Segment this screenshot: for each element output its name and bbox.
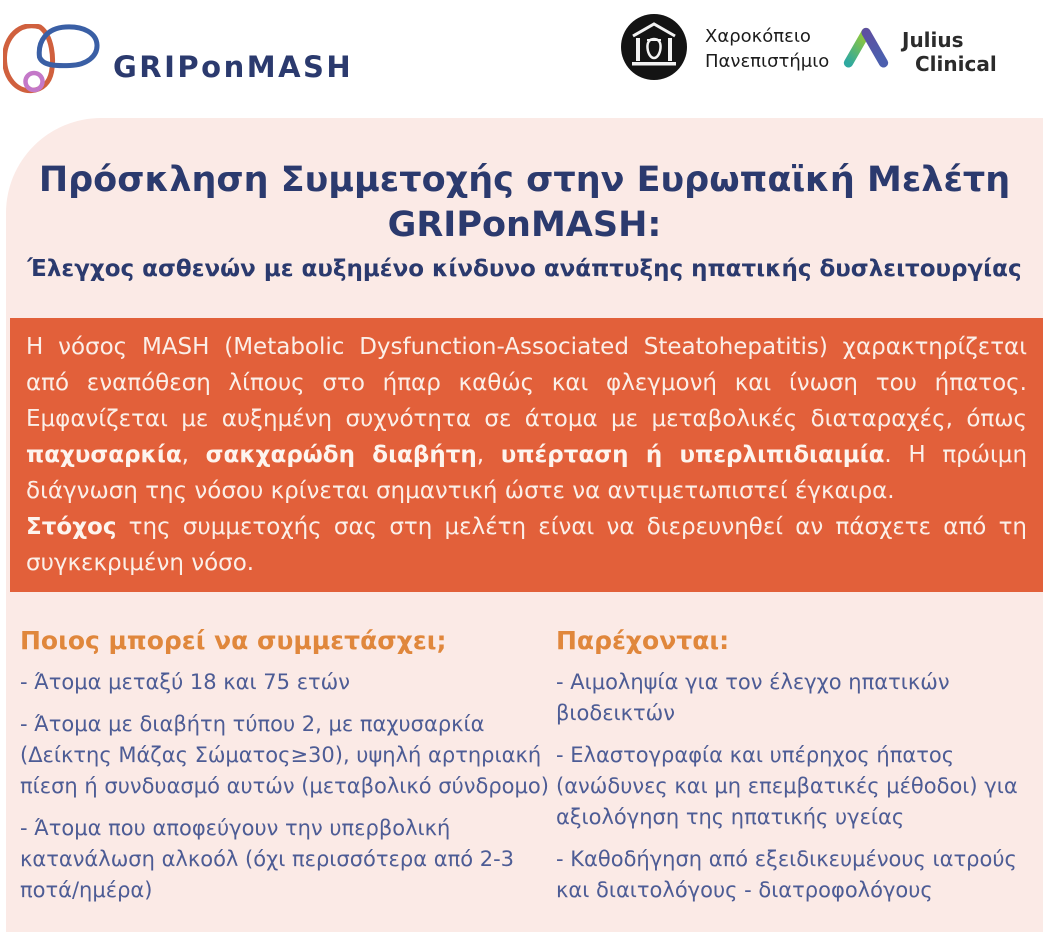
desc-sep-1: , (181, 442, 206, 468)
title-line2: GRIPonMASH: (387, 205, 662, 245)
harokopio-university-logo (620, 13, 829, 85)
page-subtitle: Έλεγχος ασθενών με αυξημένο κίνδυνο ανάπτυξης ηπατικής δυσλειτουργίας (27, 256, 1022, 282)
julius-label (902, 28, 997, 78)
header-bar (0, 0, 1043, 118)
desc-bold-obesity: παχυσαρκία (26, 442, 182, 468)
desc-text-1: Η νόσος MASH (Metabolic Dysfunction-Associated Steatohepatitis) χαρακτηρίζεται από εναπόθεση λίπους στο ήπαρ καθώς και φλεγμονή και ίνωση του ήπατος. Εμφανίζεται με αυξημένη συχνότητα σε άτομα με μεταβολικές διαταραχές, όπως (26, 334, 1027, 432)
mash-description-paragraph (26, 329, 1027, 509)
eligibility-item: - Άτομα μεταξύ 18 και 75 ετών (20, 670, 351, 694)
provided-item: - Αιμοληψία για τον έλεγχο ηπατικών βιοδεικτών (556, 670, 950, 725)
desc-bold-diabetes: σακχαρώδη διαβήτη (205, 442, 477, 468)
study-goal-paragraph (26, 509, 1027, 581)
title-line1: Πρόσκληση Συμμετοχής στην Ευρωπαϊκή Μελέτη (38, 160, 1011, 200)
eligibility-column (20, 626, 550, 917)
mash-description-box (10, 318, 1043, 592)
julius-line1: Julius (902, 28, 964, 52)
goal-bold-label: Στόχος (26, 514, 117, 540)
provided-column (556, 626, 1029, 917)
julius-clinical-logo (842, 26, 997, 78)
desc-text-2: . Η πρώιμη διάγνωση της νόσου κρίνεται σημαντική ώστε να αντιμετωπιστεί έγκαιρα. (26, 442, 1028, 504)
provided-item: - Καθοδήγηση από εξειδικευμένους ιατρούς και διαιτολόγους - διατροφολόγους (556, 847, 1017, 902)
provided-item: - Ελαστογραφία και υπέρηχος ήπατος (ανώδυνες και μη επεμβατικές μέθοδοι) για αξιολόγηση της ηπατικής υγείας (556, 743, 1018, 829)
harokopio-label (705, 24, 829, 74)
desc-sep-2: , (476, 442, 501, 468)
page-title (6, 158, 1043, 248)
griponmash-brand (3, 24, 353, 96)
griponmash-liver-logo-icon (3, 24, 107, 96)
julius-line2: Clinical (915, 52, 997, 76)
eligibility-heading: Ποιος μπορεί να συμμετάσχει; (20, 626, 447, 655)
harokopio-emblem-icon (620, 13, 688, 85)
harokopio-line1: Χαροκόπειο (705, 26, 811, 47)
harokopio-line2: Πανεπιστήμιο (705, 51, 830, 72)
desc-bold-hypertension: υπέρταση ή υπερλιπιδιαιμία (500, 442, 885, 468)
eligibility-item: - Άτομα που αποφεύγουν την υπερβολική κατανάλωση αλκοόλ (όχι περισσότερα από 2-3 ποτά/ημέρα) (20, 816, 515, 902)
invitation-panel (6, 118, 1043, 932)
info-columns (20, 626, 1029, 917)
eligibility-item: - Άτομα με διαβήτη τύπου 2, με παχυσαρκία (Δείκτης Μάζας Σώματος≥30), υψηλή αρτηριακή πίεση ή συνδυασμό αυτών (μεταβολικό σύνδρομο) (20, 712, 549, 798)
brand-name: GRIPonMASH (113, 50, 354, 84)
goal-text: της συμμετοχής σας στη μελέτη είναι να διερευνηθεί αν πάσχετε από τη συγκεκριμένη νόσο. (26, 514, 1027, 576)
julius-hexagon-icon (842, 26, 890, 78)
provided-heading: Παρέχονται: (556, 626, 730, 655)
